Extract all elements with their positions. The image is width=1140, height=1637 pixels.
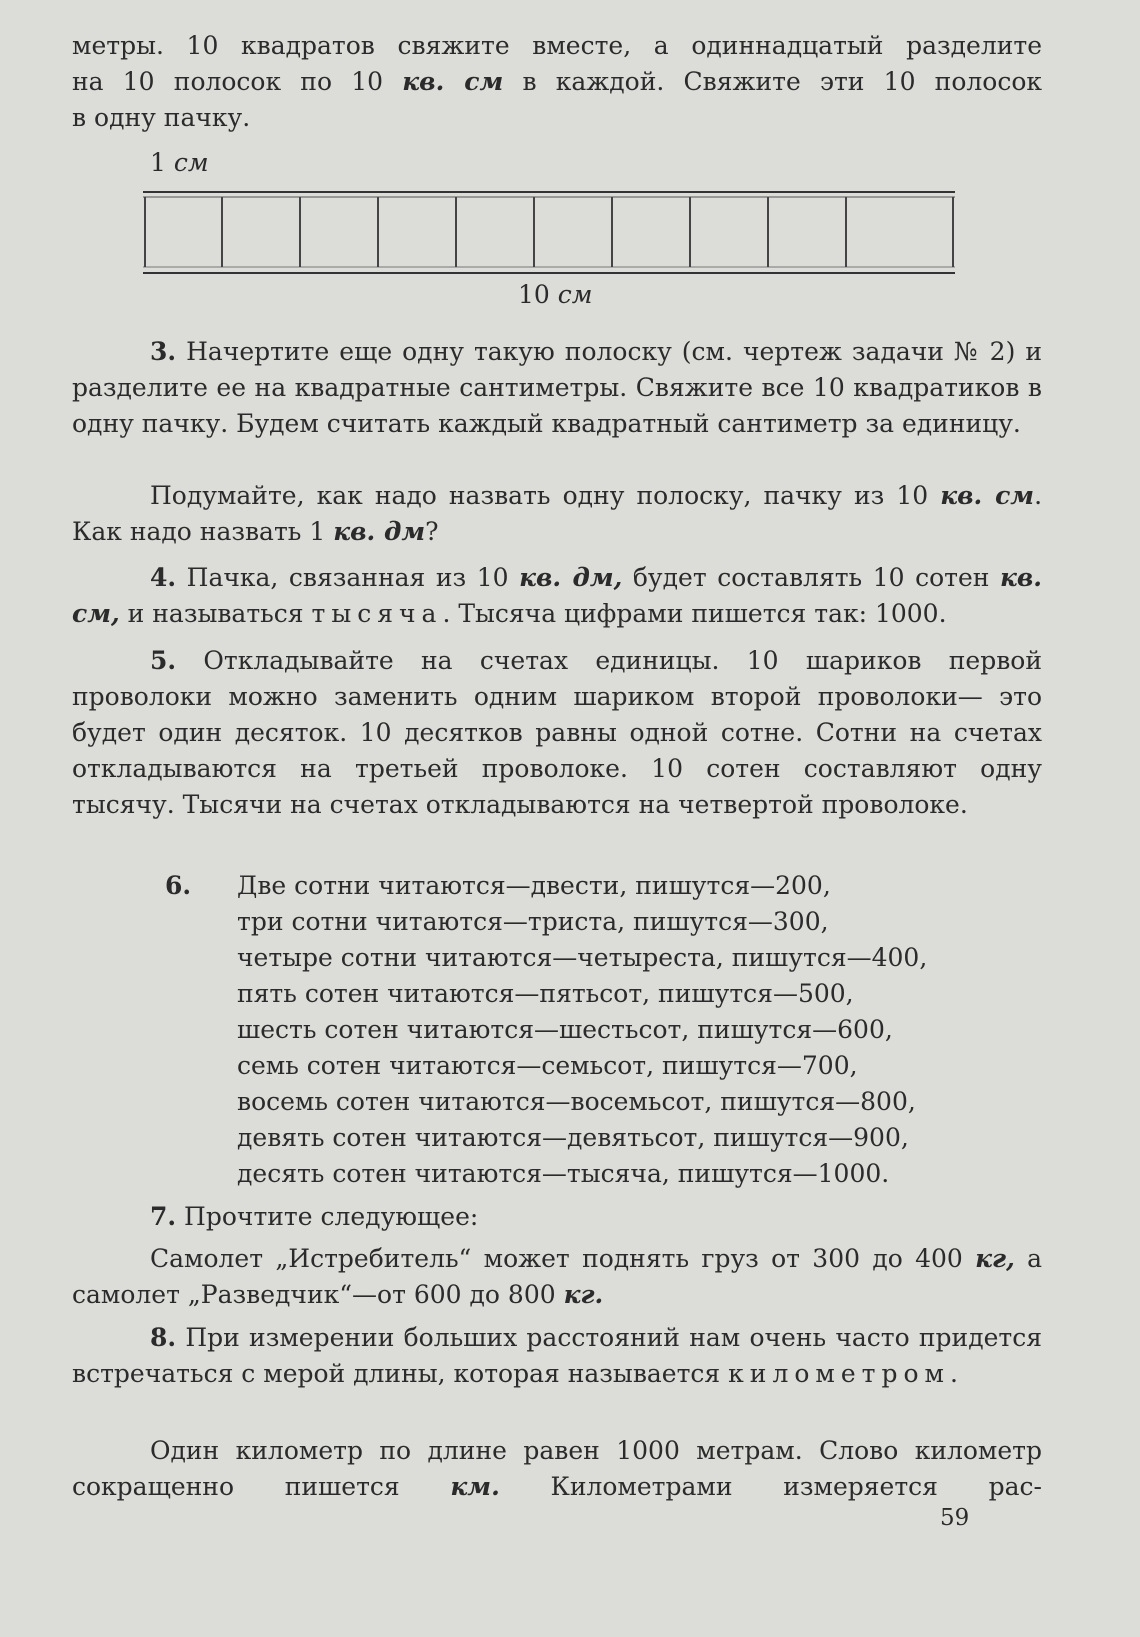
list-item: шесть сотен читаются—шестьсот, пишутся—600, <box>237 1015 893 1044</box>
task-5 <box>72 643 1042 823</box>
task-text: Начертите еще одну такую полоску (см. чертеж задачи № 2) и разделите ее на квадратные сантиметры. Свяжите все 10 квадратиков в одну пачку. Будем считать каждый квадратный сантиметр за единицу. <box>72 337 1042 438</box>
intro-line-2: на 10 полосок по 10 кв. см в каждой. Свяжите эти 10 полосок <box>72 67 1043 96</box>
list-item: девять сотен читаются—девятьсот, пишутся—900, <box>237 1123 909 1152</box>
page-number: 59 <box>940 1505 970 1531</box>
task-number: 6. <box>165 871 192 900</box>
task-7: 7. Прочтите следующее: <box>150 1202 479 1231</box>
spaced-word-kilometrom: километром <box>728 1359 950 1388</box>
unit-kv-sm: кв. см <box>940 481 1035 510</box>
list-item: Две сотни читаются—двести, пишутся—200, <box>237 871 831 900</box>
unit-kv-sm: кв. см, <box>72 563 1043 628</box>
unit-kg: кг, <box>975 1244 1015 1273</box>
list-item: пять сотен читаются—пятьсот, пишутся—500, <box>237 979 854 1008</box>
list-item: три сотни читаются—триста, пишутся—300, <box>237 907 829 936</box>
task-text: Откладывайте на счетах единицы. 10 шариков первой проволоки можно заменить одним шариком второй проволоки— это будет один десяток. 10 десятков равны одной сотне. Сотни на счетах откладываются на третьей проволоке. 10 сотен составляют одну тысячу. Тысячи на счетах откладываются на четвертой проволоке. <box>72 646 1042 819</box>
unit-kv-dm: кв. дм, <box>519 563 623 592</box>
unit-km: км. <box>450 1472 500 1501</box>
intro-line-1: метры. 10 квадратов свяжите вместе, а одиннадцатый разделите <box>72 31 1042 60</box>
centimeter-strip-diagram <box>140 185 960 275</box>
task-number: 7. <box>150 1202 177 1231</box>
figure-bottom-label: 10 см <box>518 280 593 309</box>
task-number: 3. <box>150 337 177 366</box>
task-7-text: Самолет „Истребитель“ может поднять груз от 300 до 400 кг, а самолет „Разведчик“—от 600 до 800 кг. <box>72 1244 1042 1309</box>
task-4: 4. Пачка, связанная из 10 кв. дм, будет составлять 10 сотен кв. см, и называться тысяча. Тысяча цифрами пишется так: 1000. <box>72 563 1043 628</box>
spaced-word-tysyacha: тысяча <box>311 599 443 628</box>
task-number: 5. <box>150 646 177 675</box>
task-8: 8. При измерении больших расстояний нам очень часто придется встречаться с мерой длины, которая называется километром. <box>72 1323 1042 1388</box>
unit-kv-dm: кв. дм <box>333 517 426 546</box>
hundreds-rows <box>237 868 927 1192</box>
figure-top-label: 1 см <box>150 148 209 177</box>
unit-kg: кг. <box>563 1280 604 1309</box>
list-item: семь сотен читаются—семьсот, пишутся—700, <box>237 1051 858 1080</box>
intro-line-3: в одну пачку. <box>72 103 251 132</box>
task-number: 8. <box>150 1323 177 1352</box>
list-item: десять сотен читаются—тысяча, пишутся—1000. <box>237 1159 890 1188</box>
task-3-question: Подумайте, как надо назвать одну полоску, пачку из 10 кв. см. Как надо назвать 1 кв. дм? <box>72 481 1043 546</box>
list-item: восемь сотен читаются—восемьсот, пишутся—800, <box>237 1087 916 1116</box>
task-number: 4. <box>150 563 177 592</box>
task-3 <box>72 334 1042 442</box>
list-item: четыре сотни читаются—четыреста, пишутся—400, <box>237 943 928 972</box>
unit-kv-sm: кв. см <box>402 67 504 96</box>
task-8-text: Один километр по длине равен 1000 метрам. Слово километр сокращенно пишется км. Километрами измеряется рас- <box>72 1436 1042 1501</box>
intro-paragraph <box>72 28 1042 136</box>
